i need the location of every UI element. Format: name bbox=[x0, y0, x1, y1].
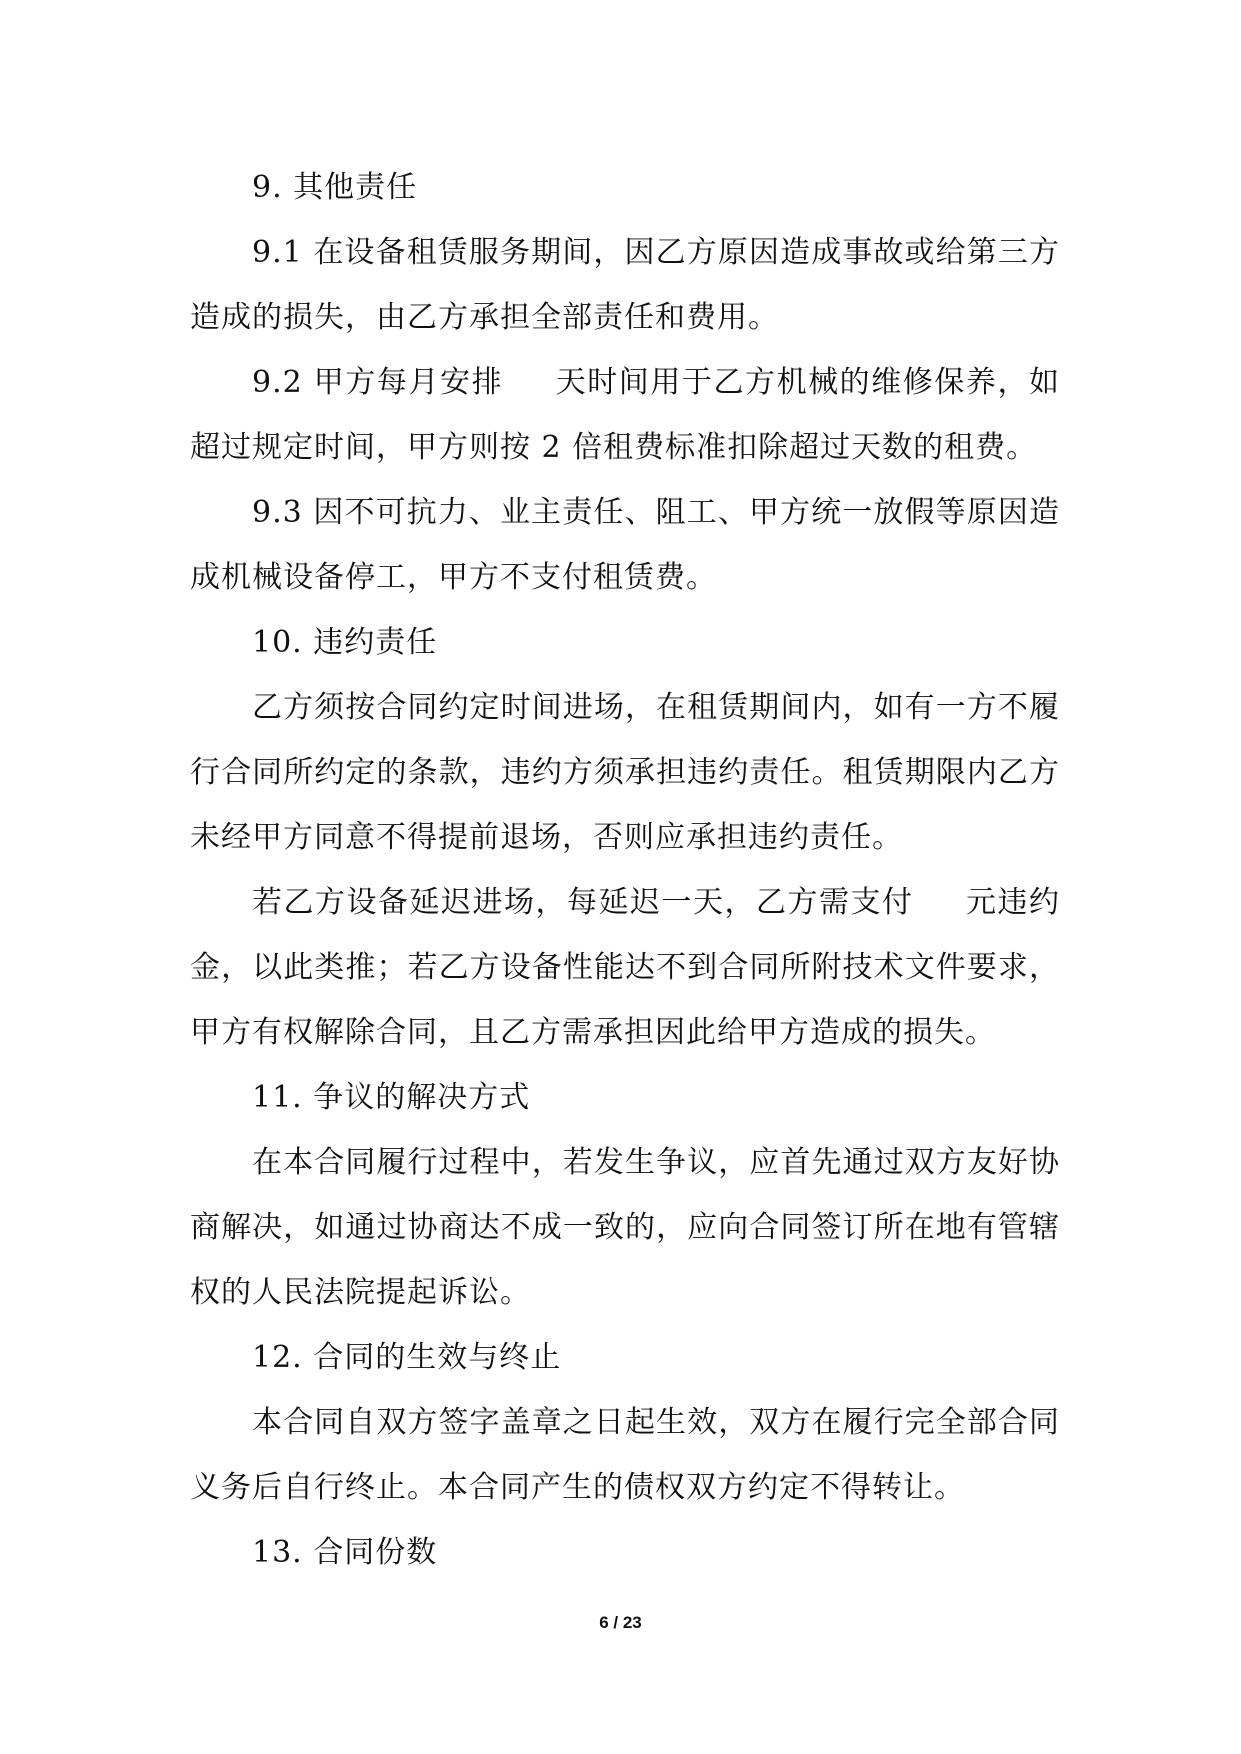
paragraph-text: 9.3 因不可抗力、业主责任、阻工、甲方统一放假等原因造成机械设备停工，甲方不支付租赁费。 bbox=[190, 495, 1060, 595]
paragraph-text: 若乙方设备延迟进场，每延迟一天，乙方需支付 bbox=[252, 885, 914, 920]
paragraph-12 bbox=[190, 1390, 1060, 1520]
document-body bbox=[190, 155, 1060, 1585]
section-heading-11 bbox=[190, 1065, 1060, 1130]
paragraph-text: 元违约金，以此类推；若乙方设备性能达不到合同所附技术文件要求，甲方有权解除合同，且乙方需承担因此给甲方造成的损失。 bbox=[190, 885, 1060, 1050]
paragraph-10-2 bbox=[190, 870, 1060, 1065]
section-heading-13 bbox=[190, 1520, 1060, 1585]
paragraph-text: 9.2 甲方每月安排 bbox=[252, 365, 504, 400]
page-number: 6 / 23 bbox=[599, 1613, 642, 1632]
paragraph-9-3 bbox=[190, 480, 1060, 610]
section-heading-text: 10. 违约责任 bbox=[252, 625, 438, 660]
section-heading-text: 12. 合同的生效与终止 bbox=[252, 1340, 562, 1375]
paragraph-text: 乙方须按合同约定时间进场，在租赁期间内，如有一方不履行合同所约定的条款，违约方须承担违约责任。租赁期限内乙方未经甲方同意不得提前退场，否则应承担违约责任。 bbox=[190, 690, 1060, 855]
paragraph-text: 在本合同履行过程中，若发生争议，应首先通过双方友好协商解决，如通过协商达不成一致的，应向合同签订所在地有管辖权的人民法院提起诉讼。 bbox=[190, 1145, 1060, 1310]
paragraph-text: 本合同自双方签字盖章之日起生效，双方在履行完全部合同义务后自行终止。本合同产生的债权双方约定不得转让。 bbox=[190, 1405, 1060, 1505]
paragraph-9-2 bbox=[190, 350, 1060, 480]
section-heading-10 bbox=[190, 610, 1060, 675]
section-heading-text: 13. 合同份数 bbox=[252, 1535, 438, 1570]
paragraph-10-1 bbox=[190, 675, 1060, 870]
section-heading-text: 9. 其他责任 bbox=[252, 170, 418, 205]
paragraph-text: 9.1 在设备租赁服务期间，因乙方原因造成事故或给第三方造成的损失，由乙方承担全部责任和费用。 bbox=[190, 235, 1060, 335]
section-heading-12 bbox=[190, 1325, 1060, 1390]
section-heading-text: 11. 争议的解决方式 bbox=[252, 1080, 531, 1115]
paragraph-text: 天时间用于乙方机械的维修保养，如超过规定时间，甲方则按 2 倍租费标准扣除超过天数的租费。 bbox=[190, 365, 1061, 465]
section-heading-9 bbox=[190, 155, 1060, 220]
paragraph-9-1 bbox=[190, 220, 1060, 350]
paragraph-11 bbox=[190, 1130, 1060, 1325]
